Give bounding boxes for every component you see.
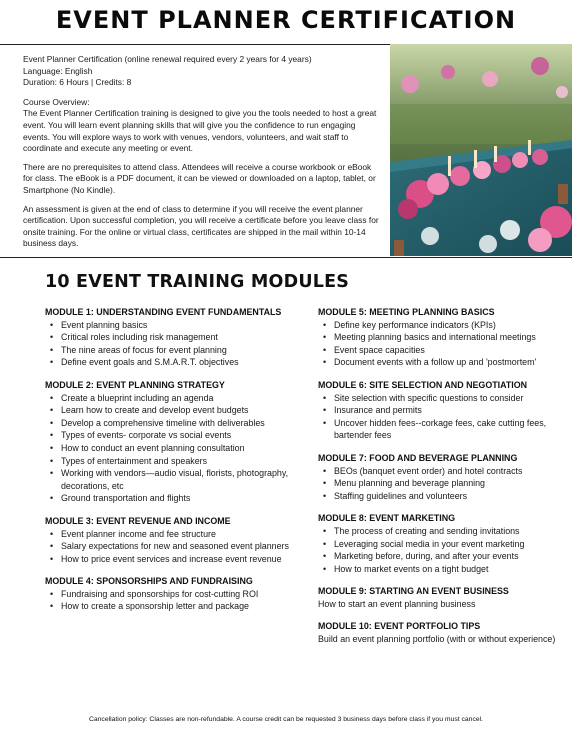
page-title: EVENT PLANNER CERTIFICATION [55, 6, 517, 34]
modules-heading: 10 EVENT TRAINING MODULES [45, 272, 350, 292]
list-item: • Types of events- corporate vs social events [45, 429, 307, 442]
list-item: • Insurance and permits [318, 404, 568, 417]
event-table-photo [390, 44, 572, 256]
modules-left-column [45, 306, 307, 623]
module-topics [45, 319, 307, 369]
module-2 [45, 379, 307, 505]
module-4 [45, 575, 307, 613]
module-description: Build an event planning portfolio (with or without experience) [318, 634, 556, 645]
list-item: • Define event goals and S.M.A.R.T. objectives [45, 356, 307, 369]
module-title: MODULE 10: EVENT PORTFOLIO TIPS [318, 621, 481, 632]
assessment-paragraph: An assessment is given at the end of class to determine if you will receive the event planner certification. Upon successful completion, you will receive a certificate before you leave class for onsite training. For the online or virtual class, certificates are shipped in the mail within 10-14 business days. [23, 203, 379, 249]
module-9 [318, 585, 568, 610]
list-item: • Salary expectations for new and seasoned event planners [45, 540, 307, 553]
overview-heading: Course Overview: [23, 96, 90, 107]
module-1 [45, 306, 307, 369]
list-item: • Working with vendors—audio visual, florists, photography, decorations, etc [45, 467, 307, 492]
module-3 [45, 515, 307, 565]
list-item: • Uncover hidden fees--corkage fees, cake cutting fees, bartender fees [318, 417, 568, 442]
module-title: MODULE 1: UNDERSTANDING EVENT FUNDAMENTALS [45, 307, 282, 317]
module-topics [45, 588, 307, 613]
modules-right-column [318, 306, 568, 656]
module-topics [318, 319, 568, 369]
module-topics [45, 528, 307, 566]
module-title: MODULE 4: SPONSORSHIPS AND FUNDRAISING [45, 576, 253, 587]
module-title: MODULE 7: FOOD AND BEVERAGE PLANNING [318, 452, 518, 463]
module-5 [318, 306, 568, 369]
list-item: • Event planning basics [45, 319, 307, 332]
course-info-text [23, 54, 383, 257]
list-item: • Event planner income and fee structure [45, 528, 307, 541]
list-item: • Define key performance indicators (KPIs) [318, 319, 568, 332]
list-item: • Critical roles including risk management [45, 331, 307, 344]
module-topics [318, 525, 568, 575]
module-title: MODULE 6: SITE SELECTION AND NEGOTIATION [318, 379, 528, 390]
module-description: How to start an event planning business [318, 598, 476, 609]
module-title: MODULE 9: STARTING AN EVENT BUSINESS [318, 586, 509, 597]
list-item: • Fundraising and sponsorships for cost-cutting ROI [45, 588, 307, 601]
list-item: • Menu planning and beverage planning [318, 477, 568, 490]
list-item: • Marketing before, during, and after your events [318, 550, 568, 563]
overview-paragraph: The Event Planner Certification training is designed to give you the tools needed to host a great event. You will learn event planning skills that will give you the confidence to run engaging events. You will explore ways to work with venues, vendors, volunteers, and wait staff to coordinate and execute any meeting or event. [23, 108, 377, 154]
list-item: • How to market events on a tight budget [318, 563, 568, 576]
module-title: MODULE 2: EVENT PLANNING STRATEGY [45, 379, 225, 390]
list-item: • Event space capacities [318, 344, 568, 357]
prerequisites-paragraph: There are no prerequisites to attend class. Attendees will receive a course workbook or eBook for class. The eBook is a PDF document, it can be viewed or downloaded on a laptop, tablet, or Smartphone (No Kindle). [23, 161, 376, 195]
list-item: • Create a blueprint including an agenda [45, 392, 307, 405]
module-title: MODULE 5: MEETING PLANNING BASICS [318, 307, 495, 317]
list-item: • Meeting planning basics and international meetings [318, 331, 568, 344]
list-item: • Develop a comprehensive timeline with deliverables [45, 417, 307, 430]
module-title: MODULE 3: EVENT REVENUE AND INCOME [45, 515, 231, 526]
module-6 [318, 379, 568, 442]
module-topics [318, 465, 568, 503]
list-item: • How to conduct an event planning consultation [45, 442, 307, 455]
list-item: • Staffing guidelines and volunteers [318, 490, 568, 503]
list-item: • How to create a sponsorship letter and package [45, 600, 307, 613]
module-title: MODULE 8: EVENT MARKETING [318, 513, 456, 524]
list-item: • Learn how to create and develop event budgets [45, 404, 307, 417]
duration-line: Duration: 6 Hours | Credits: 8 [23, 77, 132, 88]
list-item: • Leveraging social media in your event marketing [318, 538, 568, 551]
list-item: • Document events with a follow up and 'postmortem' [318, 356, 568, 369]
language-line: Language: English [23, 65, 93, 76]
module-8 [318, 512, 568, 575]
cancellation-policy: Cancellation policy: Classes are non-refundable. A course credit can be requested 3 business days before class if you must cancel. [88, 716, 484, 723]
module-7 [318, 452, 568, 502]
module-topics [318, 392, 568, 442]
module-topics [45, 392, 307, 505]
list-item: • Site selection with specific questions to consider [318, 392, 568, 405]
list-item: • Types of entertainment and speakers [45, 455, 307, 468]
list-item: • The process of creating and sending invitations [318, 525, 568, 538]
module-10 [318, 620, 568, 645]
list-item: • BEOs (banquet event order) and hotel contracts [318, 465, 568, 478]
course-name-line: Event Planner Certification (online renewal required every 2 years for 4 years) [23, 54, 312, 64]
list-item: • How to price event services and increase event revenue [45, 553, 307, 566]
list-item: • The nine areas of focus for event planning [45, 344, 307, 357]
list-item: • Ground transportation and flights [45, 492, 307, 505]
